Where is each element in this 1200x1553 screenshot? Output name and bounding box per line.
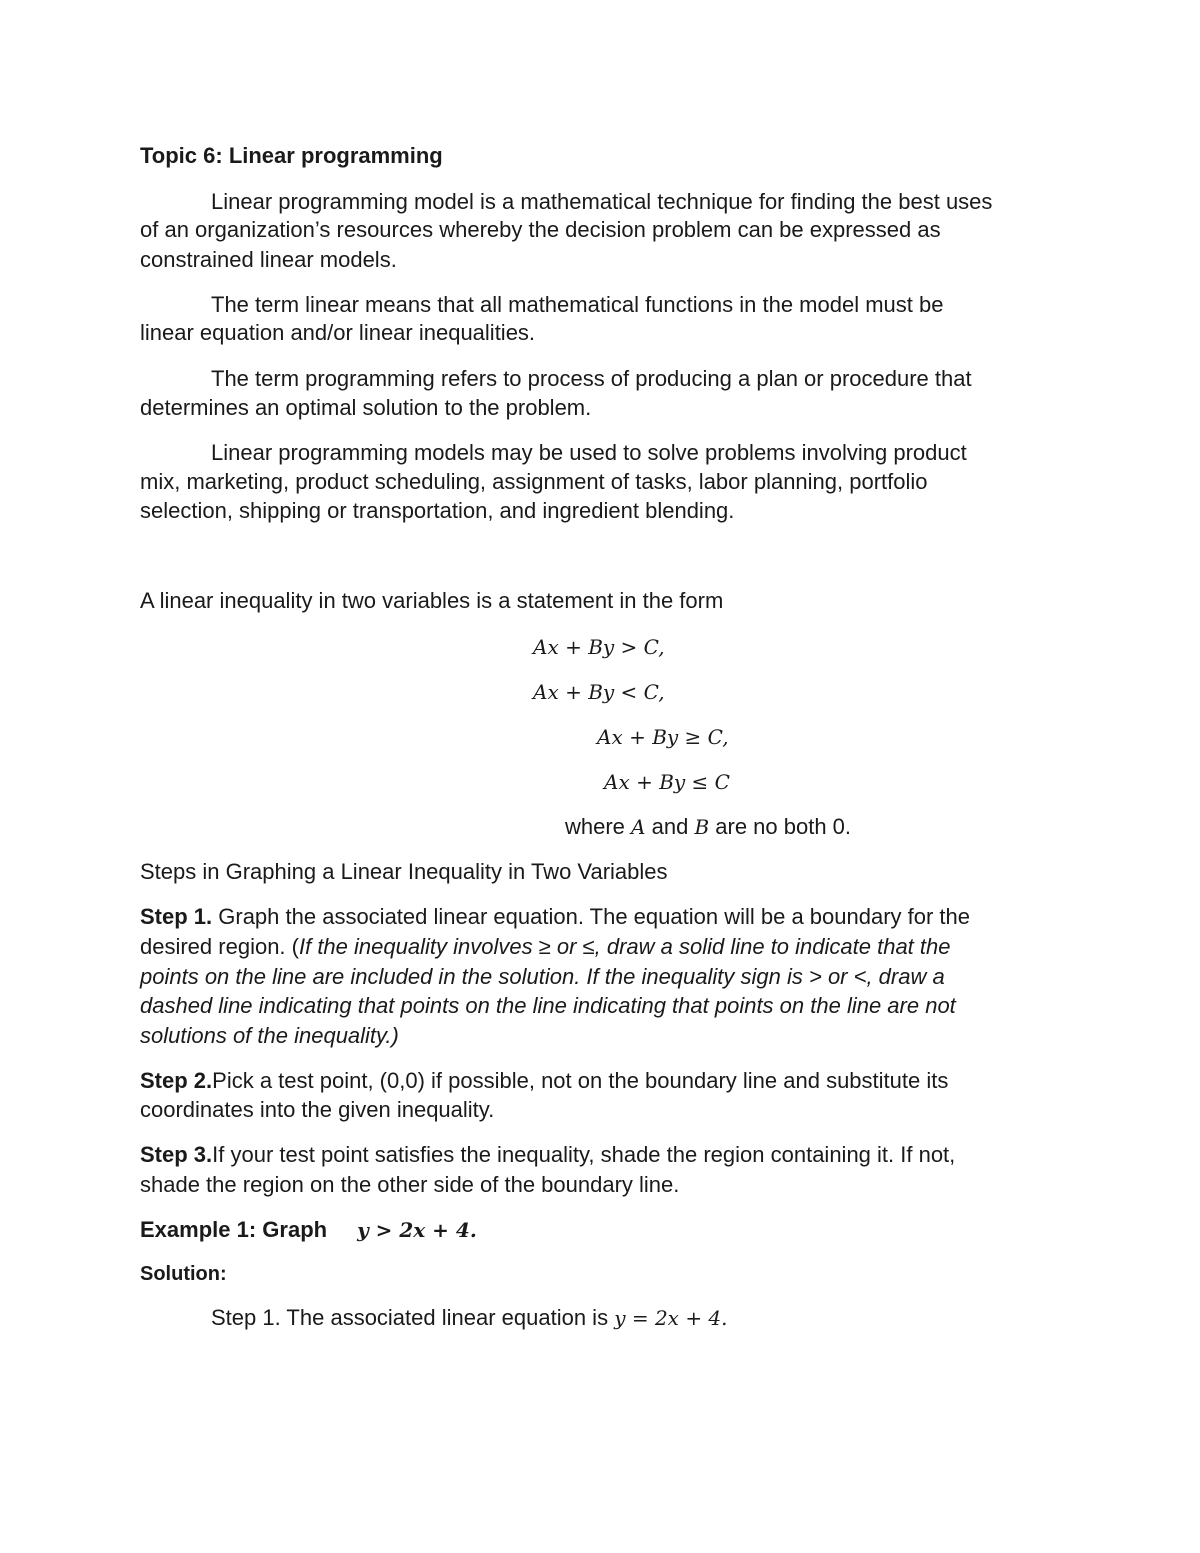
example-1 xyxy=(140,1215,477,1245)
paragraph-line: selection, shipping or transportation, and ingredient blending. xyxy=(140,498,735,523)
paragraph-line: Linear programming model is a mathematical technique for finding the best uses xyxy=(211,189,993,214)
paragraph-line: linear equation and/or linear inequalities. xyxy=(140,320,536,345)
where-clause: where A and B are no both 0. xyxy=(565,814,852,839)
solution-step-1: Step 1. The associated linear equation is y = 2x + 4. xyxy=(211,1305,728,1330)
step-2-label: Step 2. xyxy=(140,1068,213,1093)
inequality-form: Ax + By > C, xyxy=(533,635,665,659)
step-2-line: coordinates into the given inequality. xyxy=(140,1097,495,1122)
paragraph-line: of an organization’s resources whereby the decision problem can be expressed as xyxy=(140,217,941,242)
solution-label: Solution: xyxy=(140,1263,227,1285)
inequality-form: Ax + By ≥ C, xyxy=(597,725,729,749)
example-label: Example 1: Graph xyxy=(140,1217,328,1242)
steps-heading: Steps in Graphing a Linear Inequality in Two Variables xyxy=(140,859,668,884)
step-3-label: Step 3. xyxy=(140,1142,213,1167)
paragraph-line: The term programming refers to process of producing a plan or procedure that xyxy=(211,366,972,391)
step-2-line: Step 2.Pick a test point, (0,0) if possible, not on the boundary line and substitute its xyxy=(140,1068,949,1093)
paragraph-line: The term linear means that all mathematical functions in the model must be xyxy=(211,292,944,317)
paragraph-line: Linear programming models may be used to solve problems involving product xyxy=(211,440,967,465)
page-title: Topic 6: Linear programming xyxy=(140,143,443,168)
paragraph-line: determines an optimal solution to the problem. xyxy=(140,395,592,420)
step-1-label: Step 1. xyxy=(140,904,213,929)
step-1-line: dashed line indicating that points on the line indicating that points on the line are not xyxy=(140,993,956,1018)
step-1-line: points on the line are included in the solution. If the inequality sign is > or <, draw a xyxy=(140,964,945,989)
step-3-line: shade the region on the other side of the boundary line. xyxy=(140,1172,680,1197)
inequality-form: Ax + By < C, xyxy=(533,680,665,704)
step-1-line: solutions of the inequality.) xyxy=(140,1023,399,1048)
inequality-intro: A linear inequality in two variables is a statement in the form xyxy=(140,588,724,613)
solution-expression: y = 2x + 4. xyxy=(614,1306,728,1330)
step-1-line: Step 1. Graph the associated linear equation. The equation will be a boundary for the xyxy=(140,904,971,929)
paragraph-line: mix, marketing, product scheduling, assignment of tasks, labor planning, portfolio xyxy=(140,469,928,494)
variable-a: A xyxy=(631,815,646,839)
example-expression: y > 2x + 4. xyxy=(357,1218,477,1242)
inequality-form: Ax + By ≤ C xyxy=(604,770,730,794)
variable-b: B xyxy=(694,815,710,839)
paragraph-line: constrained linear models. xyxy=(140,247,397,272)
step-3-line: Step 3.If your test point satisfies the inequality, shade the region containing it. If not, xyxy=(140,1142,956,1167)
step-1-line: desired region. (If the inequality involves ≥ or ≤, draw a solid line to indicate that the xyxy=(140,934,951,959)
